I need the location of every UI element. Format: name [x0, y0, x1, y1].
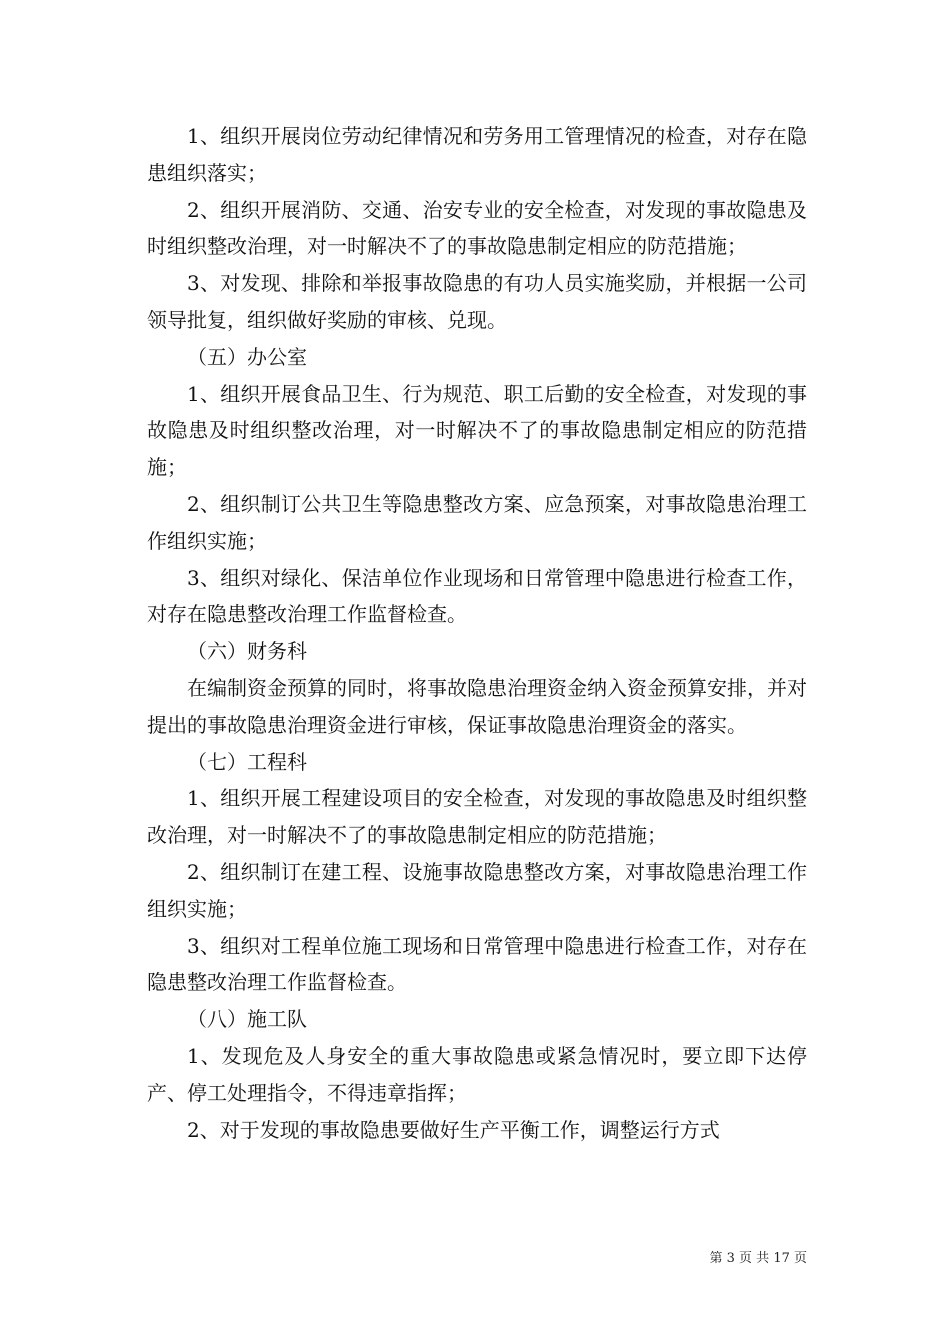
- paragraph: 3、组织对绿化、保洁单位作业现场和日常管理中隐患进行检查工作，对存在隐患整改治理工作监督检查。: [147, 565, 807, 627]
- paragraph: 3、组织对工程单位施工现场和日常管理中隐患进行检查工作，对存在隐患整改治理工作监督检查。: [147, 933, 807, 995]
- paragraph: 2、组织制订在建工程、设施事故隐患整改方案，对事故隐患治理工作组织实施；: [147, 859, 807, 921]
- section-heading: （六）财务科: [187, 639, 307, 664]
- paragraph: 2、组织制订公共卫生等隐患整改方案、应急预案，对事故隐患治理工作组织实施；: [147, 491, 807, 553]
- paragraph: 在编制资金预算的同时，将事故隐患治理资金纳入资金预算安排，并对提出的事故隐患治理资金进行审核，保证事故隐患治理资金的落实。: [147, 675, 807, 737]
- section-heading: （八）施工队: [187, 1007, 307, 1032]
- section-heading: （七）工程科: [187, 749, 307, 774]
- paragraph: 1、组织开展岗位劳动纪律情况和劳务用工管理情况的检查，对存在隐患组织落实；: [147, 124, 807, 185]
- page-number: 第 3 页 共 17 页: [709, 1251, 807, 1266]
- paragraph: 1、组织开展食品卫生、行为规范、职工后勤的安全检查，对发现的事故隐患及时组织整改治理，对一时解决不了的事故隐患制定相应的防范措施；: [147, 381, 807, 480]
- paragraph: 2、组织开展消防、交通、治安专业的安全检查，对发现的事故隐患及时组织整改治理，对一时解决不了的事故隐患制定相应的防范措施；: [147, 197, 807, 259]
- paragraph: 1、组织开展工程建设项目的安全检查，对发现的事故隐患及时组织整改治理，对一时解决不了的事故隐患制定相应的防范措施；: [147, 786, 807, 848]
- paragraph: 1、发现危及人身安全的重大事故隐患或紧急情况时，要立即下达停产、停工处理指令，不得违章指挥；: [147, 1043, 807, 1105]
- section-heading: （五）办公室: [187, 344, 307, 369]
- paragraph: 3、对发现、排除和举报事故隐患的有功人员实施奖励，并根据一公司领导批复，组织做好奖励的审核、兑现。: [147, 271, 807, 332]
- document-body: [147, 118, 807, 1148]
- paragraph: 2、对于发现的事故隐患要做好生产平衡工作，调整运行方式: [187, 1117, 720, 1142]
